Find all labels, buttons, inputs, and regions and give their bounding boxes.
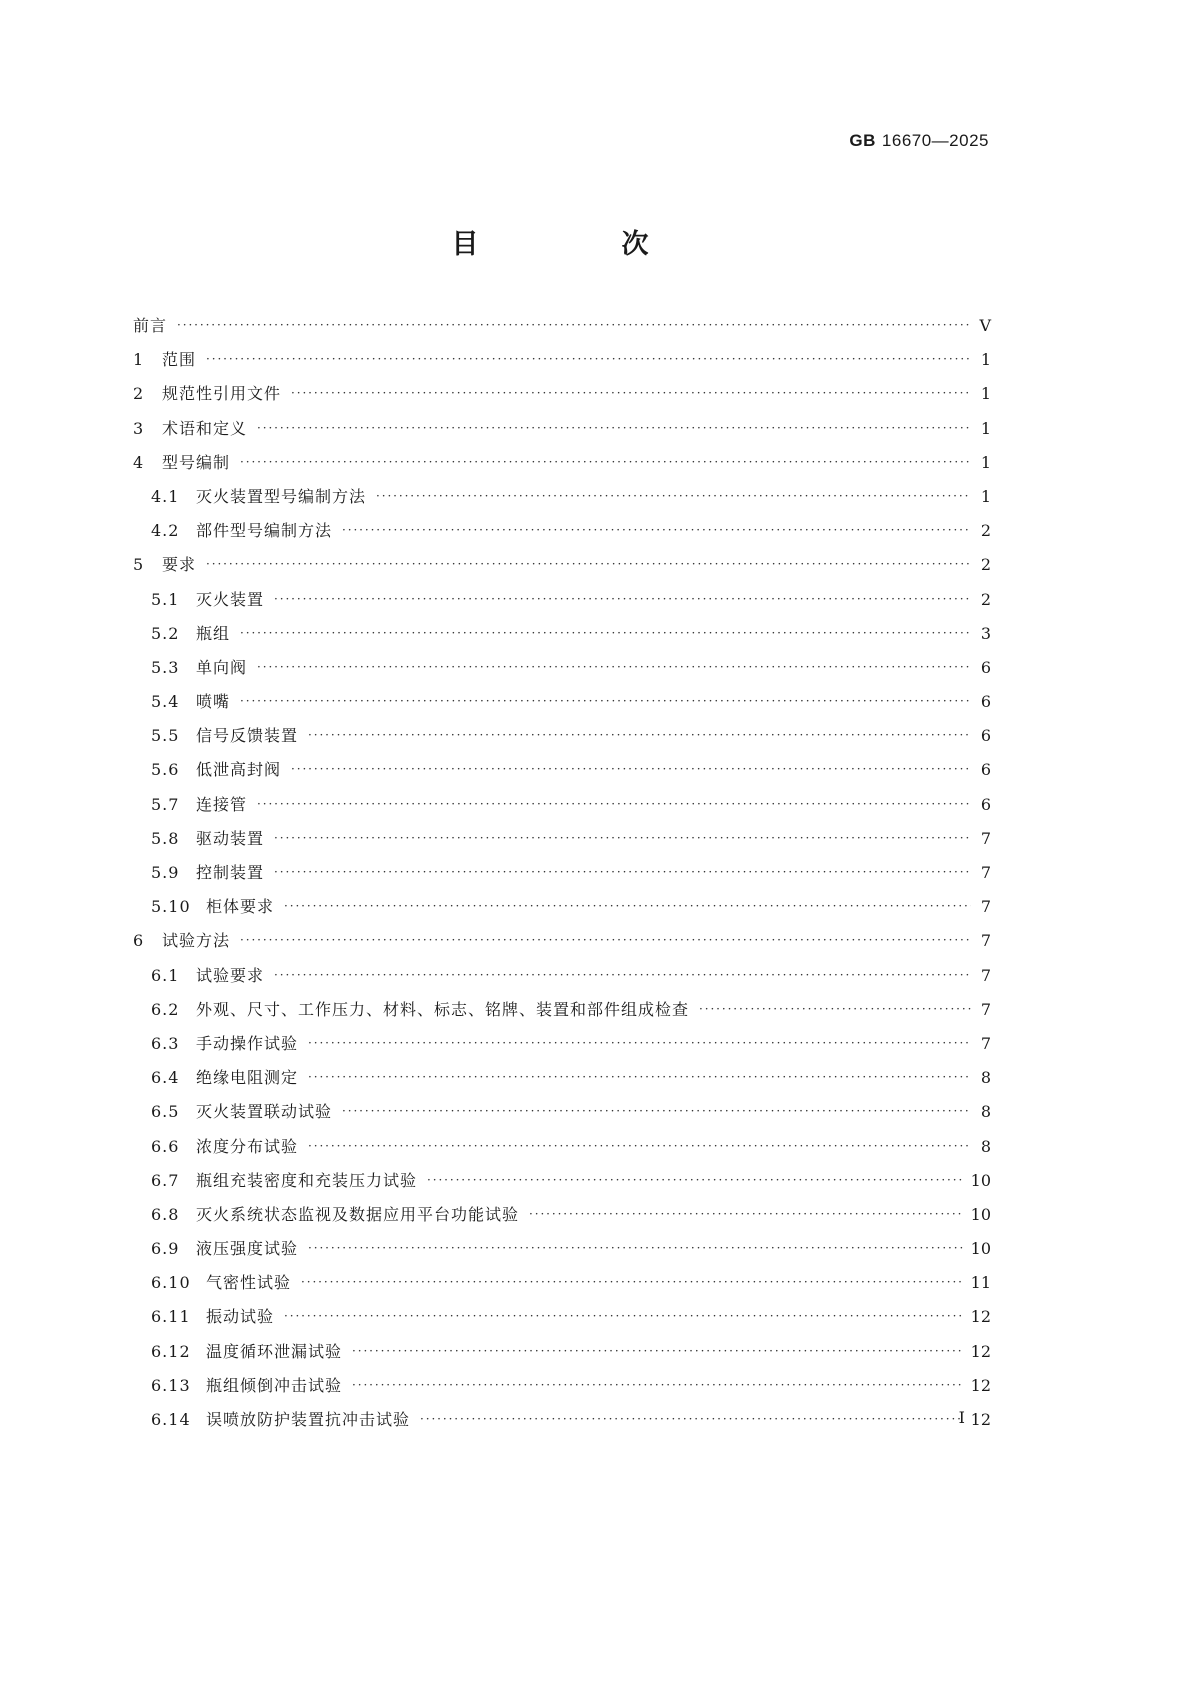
toc-entry-page: 10	[970, 1204, 991, 1224]
toc-entry[interactable]	[133, 757, 991, 791]
toc-entry-number: 5.3	[151, 657, 180, 677]
toc-entry-number: 6.8	[151, 1204, 180, 1224]
toc-entry-title: 低泄高封阀	[196, 760, 282, 780]
toc-entry-number: 6.14	[151, 1410, 191, 1429]
toc-entry-page: Ⅴ	[979, 316, 991, 335]
toc-entry[interactable]	[133, 860, 991, 894]
toc-entry-number: 6.5	[151, 1102, 180, 1122]
toc-entry-title: 喷嘴	[196, 692, 231, 712]
toc-entry-page: 1	[980, 452, 991, 472]
toc-dot-leader	[284, 1309, 963, 1323]
standard-number: 16670—2025	[881, 131, 989, 150]
toc-entry-title: 温度循环泄漏试验	[206, 1341, 343, 1361]
toc-entry[interactable]	[133, 1236, 991, 1270]
toc-entry-title: 单向阀	[196, 657, 248, 677]
toc-entry-page: 7	[980, 863, 991, 882]
toc-entry[interactable]	[133, 347, 991, 381]
toc-entry-number: 6.6	[151, 1136, 180, 1156]
toc-dot-leader	[308, 1139, 971, 1153]
toc-entry-title: 信号反馈装置	[196, 726, 299, 746]
toc-entry-title: 手动操作试验	[196, 1033, 299, 1053]
toc-entry-page: 2	[980, 555, 991, 575]
toc-entry[interactable]	[133, 1339, 991, 1373]
toc-entry[interactable]	[133, 484, 991, 518]
toc-entry-title: 灭火装置型号编制方法	[196, 486, 367, 506]
toc-entry-title: 范围	[162, 350, 197, 370]
toc-entry-number: 6.2	[151, 999, 180, 1019]
toc-dot-leader	[291, 762, 971, 776]
toc-entry[interactable]	[133, 1134, 991, 1168]
toc-entry[interactable]	[133, 381, 991, 415]
toc-dot-leader	[240, 694, 971, 708]
toc-entry-page: 10	[970, 1239, 991, 1259]
toc-entry-number: 5.2	[151, 623, 180, 643]
toc-entry-page: 6	[980, 794, 991, 814]
toc-dot-leader	[529, 1207, 963, 1221]
toc-dot-leader	[206, 352, 971, 366]
toc-dot-leader	[352, 1378, 963, 1392]
toc-entry[interactable]	[133, 1065, 991, 1099]
toc-dot-leader	[308, 1241, 963, 1255]
toc-entry-number: 6.1	[151, 965, 180, 985]
toc-entry-title: 试验要求	[196, 965, 265, 985]
toc-entry[interactable]	[133, 655, 991, 689]
toc-entry-number: 6.12	[151, 1341, 191, 1361]
toc-entry-number: 6.13	[151, 1375, 191, 1395]
toc-entry-number: 5	[133, 555, 145, 575]
toc-entry-page: 1	[980, 418, 991, 438]
toc-entry[interactable]	[133, 1270, 991, 1304]
toc-entry[interactable]	[133, 1031, 991, 1065]
toc-entry-title: 瓶组	[196, 623, 231, 643]
toc-dot-leader	[257, 421, 971, 435]
toc-entry[interactable]	[133, 826, 991, 860]
toc-entry-number: 6	[133, 931, 145, 951]
toc-dot-leader	[274, 968, 971, 982]
toc-entry-title: 试验方法	[162, 931, 231, 951]
page-title: 目 次	[451, 229, 707, 260]
toc-entry[interactable]	[133, 997, 991, 1031]
toc-entry[interactable]	[133, 1407, 991, 1441]
toc-entry[interactable]	[133, 518, 991, 552]
toc-entry-page: 8	[980, 1136, 991, 1156]
toc-entry-page: 10	[970, 1170, 991, 1190]
toc-entry-number: 4.1	[151, 486, 180, 506]
toc-entry-page: 2	[980, 589, 991, 609]
toc-dot-leader	[420, 1412, 963, 1426]
toc-entry-title: 液压强度试验	[196, 1239, 299, 1259]
toc-dot-leader	[342, 1104, 971, 1118]
toc-dot-leader	[274, 592, 971, 606]
toc-entry-title: 术语和定义	[162, 418, 248, 438]
toc-entry-page: 3	[980, 623, 991, 643]
toc-entry-number: 3	[133, 418, 145, 438]
toc-entry[interactable]	[133, 689, 991, 723]
toc-dot-leader	[240, 626, 971, 640]
toc-entry-title: 前言	[133, 316, 168, 335]
toc-entry-number: 5.8	[151, 828, 180, 848]
toc-entry-page: 7	[980, 931, 991, 951]
toc-entry-number: 6.9	[151, 1239, 180, 1259]
toc-entry[interactable]	[133, 1099, 991, 1133]
toc-entry-page: 1	[980, 350, 991, 370]
toc-entry-number: 4.2	[151, 521, 180, 541]
toc-entry-page: 6	[980, 657, 991, 677]
toc-entry[interactable]	[133, 313, 991, 347]
toc-entry-number: 4	[133, 452, 145, 472]
toc-entry-page: 8	[980, 1068, 991, 1088]
toc-entry-title: 部件型号编制方法	[196, 521, 333, 541]
toc-entry-number: 5.1	[151, 589, 180, 609]
toc-entry-number: 6.11	[151, 1307, 191, 1327]
toc-dot-leader	[301, 1275, 963, 1289]
toc-entry[interactable]	[133, 1202, 991, 1236]
toc-dot-leader	[376, 489, 971, 503]
toc-entry-page: 12	[970, 1307, 991, 1327]
toc-dot-leader	[699, 1002, 971, 1016]
toc-entry-page: 7	[980, 828, 991, 848]
table-of-contents	[133, 313, 991, 1441]
toc-entry-page: 6	[980, 726, 991, 746]
toc-entry-number: 2	[133, 384, 145, 404]
toc-entry-page: 12	[970, 1375, 991, 1395]
toc-entry-number: 5.10	[151, 897, 191, 917]
toc-entry-title: 外观、尺寸、工作压力、材料、标志、铭牌、装置和部件组成检查	[196, 999, 690, 1019]
toc-entry[interactable]	[133, 792, 991, 826]
toc-entry-number: 5.9	[151, 863, 180, 882]
toc-entry-title: 误喷放防护装置抗冲击试验	[206, 1410, 411, 1429]
toc-entry[interactable]	[133, 894, 991, 928]
toc-dot-leader	[206, 557, 971, 571]
toc-entry-title: 瓶组充装密度和充装压力试验	[196, 1170, 418, 1190]
toc-dot-leader	[342, 523, 971, 537]
toc-entry-title: 灭火装置	[196, 589, 265, 609]
toc-entry[interactable]	[133, 1373, 991, 1407]
toc-dot-leader	[308, 728, 971, 742]
toc-entry[interactable]	[133, 723, 991, 757]
toc-entry-title: 柜体要求	[206, 897, 275, 917]
toc-dot-leader	[427, 1173, 963, 1187]
toc-dot-leader	[257, 660, 971, 674]
toc-entry[interactable]	[133, 416, 991, 450]
toc-entry-title: 振动试验	[206, 1307, 275, 1327]
toc-dot-leader	[352, 1344, 963, 1358]
standard-prefix: GB	[849, 131, 876, 150]
toc-entry-page: 11	[970, 1273, 991, 1293]
toc-entry-page: 6	[980, 760, 991, 780]
toc-entry-page: 6	[980, 692, 991, 712]
toc-dot-leader	[284, 899, 971, 913]
toc-entry-page: 7	[980, 1033, 991, 1053]
toc-entry[interactable]	[133, 928, 991, 962]
toc-entry-title: 气密性试验	[206, 1273, 292, 1293]
toc-entry-number: 5.7	[151, 794, 180, 814]
toc-entry[interactable]	[133, 963, 991, 997]
toc-entry-title: 瓶组倾倒冲击试验	[206, 1375, 343, 1395]
toc-entry-page: 7	[980, 965, 991, 985]
toc-entry[interactable]	[133, 552, 991, 586]
toc-entry-number: 6.10	[151, 1273, 191, 1293]
toc-entry-number: 5.4	[151, 692, 180, 712]
toc-entry-number: 6.3	[151, 1033, 180, 1053]
toc-entry-number: 5.6	[151, 760, 180, 780]
toc-entry-page: 1	[980, 384, 991, 404]
toc-entry-number: 6.7	[151, 1170, 180, 1190]
toc-entry-page: 7	[980, 999, 991, 1019]
toc-entry-page: 12	[970, 1341, 991, 1361]
toc-entry-page: 7	[980, 897, 991, 917]
toc-dot-leader	[177, 318, 971, 332]
toc-entry-title: 驱动装置	[196, 828, 265, 848]
toc-entry-title: 连接管	[196, 794, 248, 814]
toc-entry-page: 1	[980, 486, 991, 506]
toc-dot-leader	[308, 1070, 971, 1084]
page-folio: Ⅰ	[958, 1408, 965, 1427]
toc-dot-leader	[308, 1036, 971, 1050]
toc-dot-leader	[291, 386, 971, 400]
toc-entry[interactable]	[133, 621, 991, 655]
toc-entry-number: 5.5	[151, 726, 180, 746]
toc-entry-page: 12	[970, 1410, 991, 1429]
toc-entry-number: 6.4	[151, 1068, 180, 1088]
toc-entry[interactable]	[133, 587, 991, 621]
toc-entry-title: 规范性引用文件	[162, 384, 282, 404]
toc-entry-title: 灭火系统状态监视及数据应用平台功能试验	[196, 1204, 520, 1224]
toc-entry-page: 8	[980, 1102, 991, 1122]
toc-dot-leader	[240, 933, 971, 947]
toc-entry-title: 型号编制	[162, 452, 231, 472]
toc-entry[interactable]	[133, 450, 991, 484]
toc-dot-leader	[257, 797, 971, 811]
toc-entry-title: 绝缘电阻测定	[196, 1068, 299, 1088]
toc-dot-leader	[240, 455, 971, 469]
toc-entry[interactable]	[133, 1304, 991, 1338]
toc-dot-leader	[274, 865, 971, 879]
toc-entry-title: 要求	[162, 555, 197, 575]
toc-dot-leader	[274, 831, 971, 845]
toc-entry-title: 灭火装置联动试验	[196, 1102, 333, 1122]
toc-entry-page: 2	[980, 521, 991, 541]
toc-entry[interactable]	[133, 1168, 991, 1202]
toc-entry-title: 浓度分布试验	[196, 1136, 299, 1156]
toc-entry-number: 1	[133, 350, 145, 370]
toc-entry-title: 控制装置	[196, 863, 265, 882]
standard-code	[849, 131, 989, 151]
